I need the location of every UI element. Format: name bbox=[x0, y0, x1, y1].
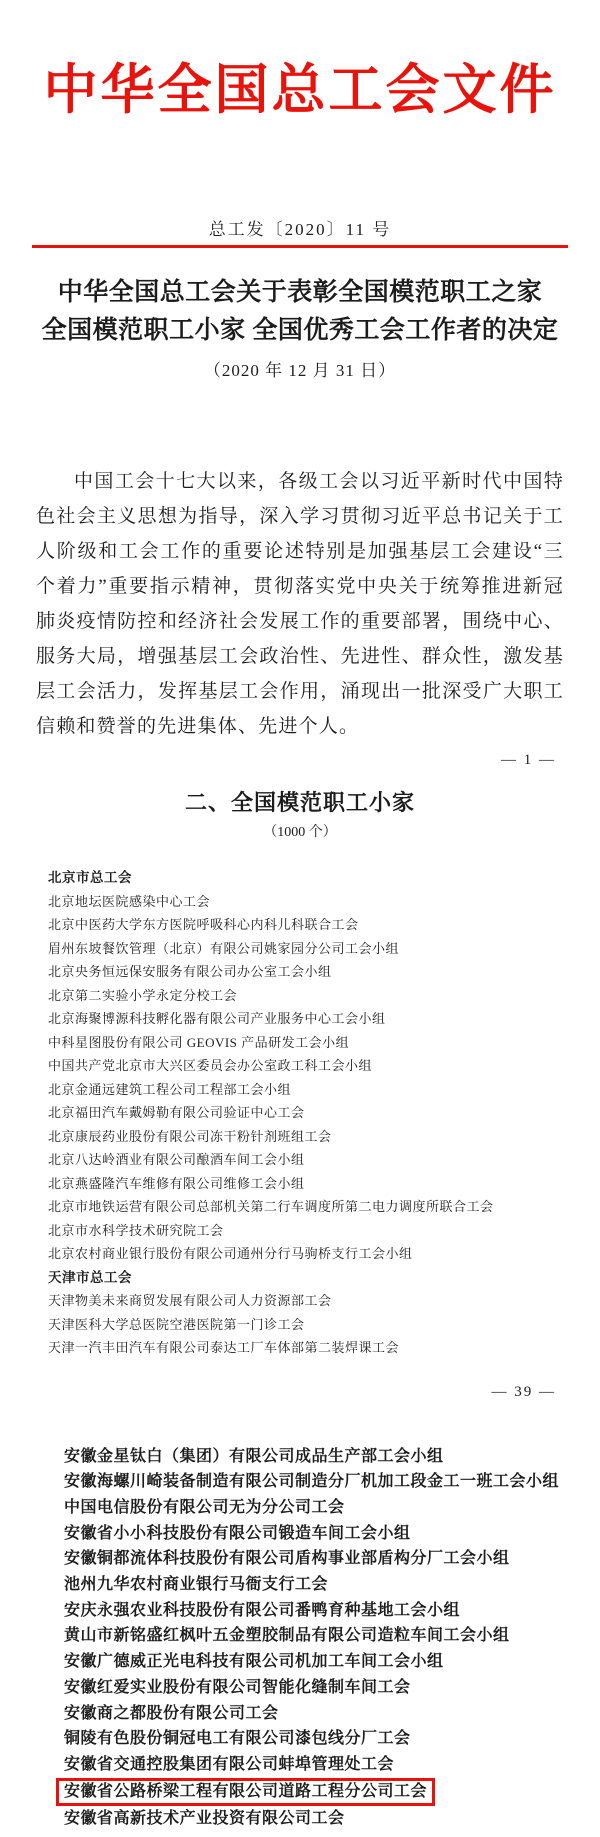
p40-item: 安徽海螺川崎装备制造有限公司制造分厂机加工段金工一班工会小组 bbox=[64, 1473, 560, 1491]
roster-item: 北京农村商业银行股份有限公司通州分行马驹桥支行工会小组 bbox=[48, 1246, 413, 1261]
p40-item: 黄山市新铭盛红枫叶五金塑胶制品有限公司造粒车间工会小组 bbox=[64, 1627, 510, 1645]
roster-item: 北京八达岭酒业有限公司酿酒车间工会小组 bbox=[48, 1152, 305, 1167]
highlighted-row bbox=[64, 1778, 580, 1806]
p40-item: 安徽红爱实业股份有限公司智能化缝制车间工会 bbox=[64, 1678, 411, 1696]
p40-item: 安徽省高新技术产业投资有限公司工会 bbox=[64, 1809, 345, 1827]
intro-paragraph: 中国工会十七大以来，各级工会以习近平新时代中国特色社会主义思想为指导，深入学习贯彻习近平总书记关于工人阶级和工会工作的重要论述特别是加强基层工会建设“三个着力”重要指示精神，贯彻落实党中央关于统筹推进新冠肺炎疫情防控和经济社会发展工作的重要部署，围绕中心、服务大局，增强基层工会政治性、先进性、群众性，激发基层工会活力，发挥基层工会作用，涌现出一批深受广大职工信赖和赞誉的先进集体、先进个人。 bbox=[36, 471, 564, 737]
highlight-box: 安徽省公路桥梁工程有限公司道路工程分公司工会 bbox=[56, 1778, 435, 1806]
roster-item: 中科星图股份有限公司 GEOVIS 产品研发工会小组 bbox=[48, 1034, 350, 1050]
roster-item: 天津医科大学总医院空港医院第一门诊工会 bbox=[48, 1316, 305, 1332]
roster-item: 北京海聚博源科技孵化器有限公司产业服务中心工会小组 bbox=[48, 1011, 386, 1026]
roster-item: 北京金通远建筑工程公司工程部工会小组 bbox=[48, 1081, 292, 1097]
document-header-title: 中华全国总工会文件 bbox=[43, 60, 557, 120]
roster-item: 北京市水科学技术研究院工会 bbox=[48, 1222, 224, 1238]
roster-item: 天津物美未来商贸发展有限公司人力资源部工会 bbox=[48, 1293, 332, 1308]
roster-list bbox=[48, 866, 580, 1360]
p40-item: 安庆永强农业科技股份有限公司番鸭育种基地工会小组 bbox=[64, 1601, 461, 1619]
p40-item: 安徽省小小科技股份有限公司锻造车间工会小组 bbox=[64, 1524, 411, 1542]
anhui-roster-list bbox=[64, 1444, 580, 1832]
p40-item: 安徽广德威正光电科技有限公司机加工车间工会小组 bbox=[64, 1653, 444, 1671]
roster-item: 中国共产党北京市大兴区委员会办公室政工科工会小组 bbox=[48, 1058, 373, 1073]
roster-item: 北京央务恒远保安服务有限公司办公室工会小组 bbox=[48, 964, 332, 979]
roster-item: 北京市地铁运营有限公司总部机关第二行车调度所第二电力调度所联合工会 bbox=[48, 1199, 494, 1214]
roster-item: 北京康辰药业股份有限公司冻干粉针剂班组工会 bbox=[48, 1128, 332, 1144]
red-divider-line bbox=[32, 245, 568, 248]
group-header: 北京市总工会 bbox=[48, 870, 132, 885]
p40-item: 安徽省交通控股集团有限公司蚌埠管理处工会 bbox=[64, 1755, 395, 1773]
section-heading: 二、全国模范职工小家 bbox=[184, 790, 415, 815]
roster-item: 北京地坛医院感染中心工会 bbox=[48, 893, 211, 909]
decision-title-line1: 中华全国总工会关于表彰全国模范职工之家 bbox=[57, 279, 543, 306]
page-number-39: — 39 — bbox=[491, 1383, 556, 1400]
roster-item: 眉州东坡餐饮管理（北京）有限公司姚家园分公司工会小组 bbox=[48, 940, 400, 956]
roster-item: 北京燕盛隆汽车维修有限公司维修工会小组 bbox=[48, 1175, 305, 1191]
roster-item: 北京第二实验小学永定分校工会 bbox=[48, 987, 238, 1003]
roster-item: 北京中医药大学东方医院呼吸科心内科儿科联合工会 bbox=[48, 917, 359, 932]
p40-item: 池州九华农村商业银行马衙支行工会 bbox=[64, 1576, 329, 1594]
document-number: 总工发〔2020〕11 号 bbox=[208, 220, 392, 239]
p40-item: 安徽金星钛白（集团）有限公司成品生产部工会小组 bbox=[64, 1447, 444, 1465]
roster-item: 天津一汽丰田汽车有限公司泰达工厂车体部第二装焊课工会 bbox=[48, 1340, 400, 1355]
page-number-1: — 1 — bbox=[501, 752, 556, 768]
p40-item: 安徽铜都流体科技股份有限公司盾构事业部盾构分厂工会小组 bbox=[64, 1550, 510, 1568]
group-header: 天津市总工会 bbox=[48, 1269, 132, 1285]
decision-date: （2020 年 12 月 31 日） bbox=[203, 361, 397, 380]
p40-item: 中国电信股份有限公司无为分公司工会 bbox=[64, 1498, 345, 1516]
section-count: （1000 个） bbox=[263, 825, 337, 840]
p40-item: 铜陵有色股份铜冠电工有限公司漆包线分厂工会 bbox=[64, 1730, 411, 1748]
decision-title-line2: 全国模范职工小家 全国优秀工会工作者的决定 bbox=[41, 317, 559, 344]
p40-item: 安徽商之都股份有限公司工会 bbox=[64, 1704, 279, 1722]
roster-item: 北京福田汽车戴姆勒有限公司验证中心工会 bbox=[48, 1105, 305, 1120]
